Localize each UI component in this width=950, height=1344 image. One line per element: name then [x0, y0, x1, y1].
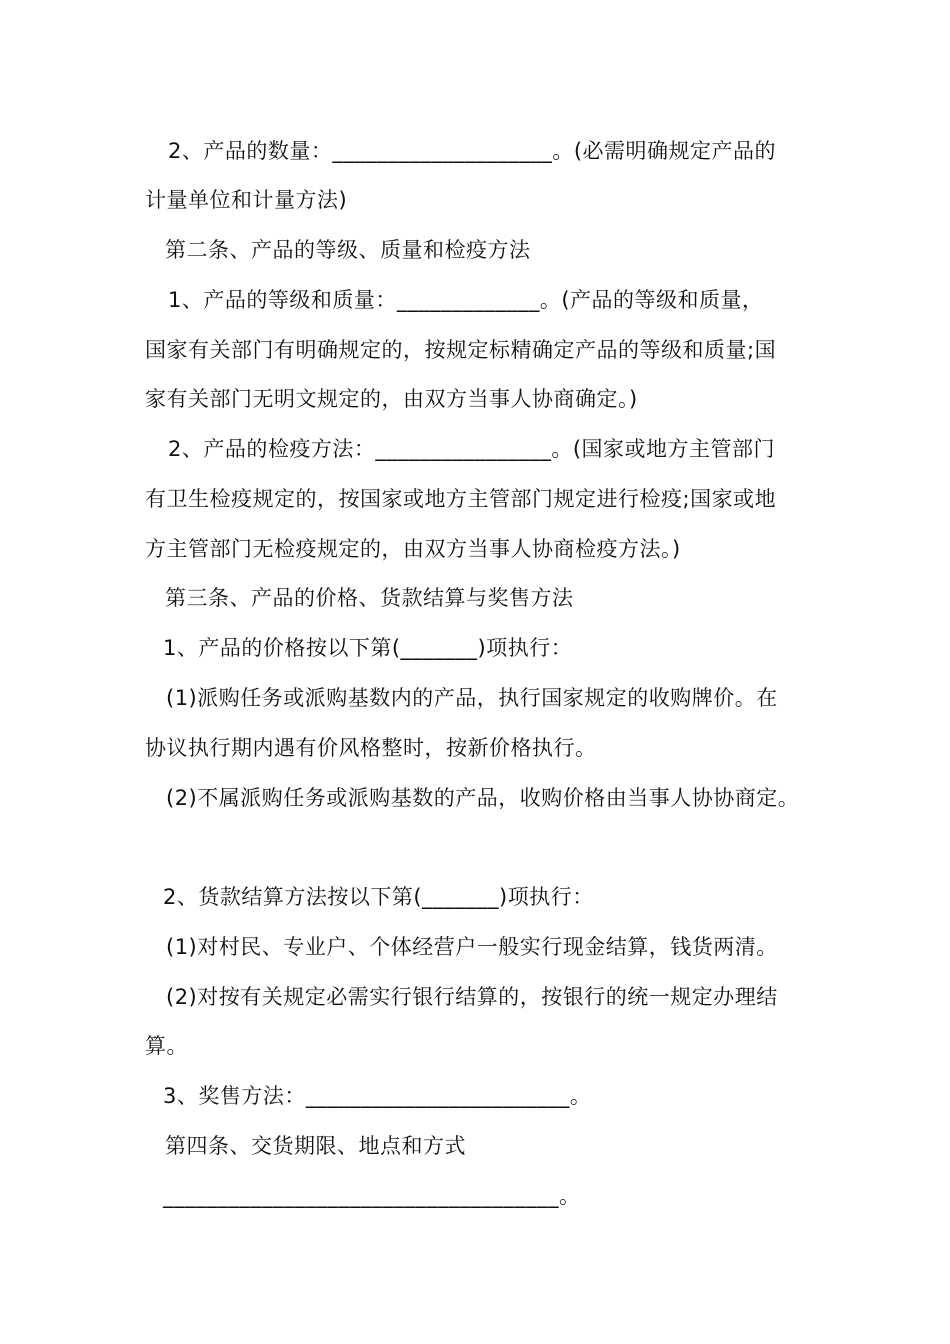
item-2-quantity-line: 2、产品的数量：____________________。(必需明确规定产品的 — [168, 139, 777, 163]
reward-method-line: 3、奖售方法：________________________。 — [163, 1084, 592, 1108]
article-3-heading: 第三条、产品的价格、货款结算与奖售方法 — [165, 586, 574, 610]
article-4-heading: 第四条、交货期限、地点和方式 — [165, 1134, 466, 1158]
item-2-quarantine-line: 2、产品的检疫方法：________________。(国家或地方主管部门 — [168, 437, 776, 461]
settlement-option-2-line-2: 算。 — [145, 1034, 188, 1058]
settlement-option-2-line-1: (2)对按有关规定必需实行银行结算的，按银行的统一规定办理结 — [166, 985, 778, 1009]
price-option-1-line-1: (1)派购任务或派购基数内的产品，执行国家规定的收购牌价。在 — [166, 686, 778, 710]
item-2-quarantine-note-2: 方主管部门无检疫规定的，由双方当事人协商检疫方法。) — [145, 537, 681, 561]
item-2-quantity-note: 计量单位和计量方法) — [145, 188, 348, 212]
settlement-item-line: 2、货款结算方法按以下第(_______)项执行： — [163, 885, 594, 909]
article-2-heading: 第二条、产品的等级、质量和检疫方法 — [165, 238, 531, 262]
price-item-line: 1、产品的价格按以下第(_______)项执行： — [163, 636, 573, 660]
item-2-quarantine-note-1: 有卫生检疫规定的，按国家或地方主管部门规定进行检疫;国家或地 — [145, 487, 777, 511]
item-1-grade-note-1: 国家有关部门有明确规定的，按规定标精确定产品的等级和质量;国 — [145, 338, 777, 362]
settlement-option-1-line: (1)对村民、专业户、个体经营户一般实行现金结算，钱货两清。 — [166, 935, 778, 959]
item-1-grade-line: 1、产品的等级和质量：_____________。(产品的等级和质量， — [168, 288, 764, 312]
price-option-2-line: (2)不属派购任务或派购基数的产品，收购价格由当事人协协商定。 — [166, 786, 800, 810]
delivery-blank-line: ____________________________________。 — [163, 1184, 581, 1208]
price-option-1-line-2: 协议执行期内遇有价风格整时，按新价格执行。 — [145, 736, 597, 760]
item-1-grade-note-2: 家有关部门无明文规定的，由双方当事人协商确定。) — [145, 387, 638, 411]
